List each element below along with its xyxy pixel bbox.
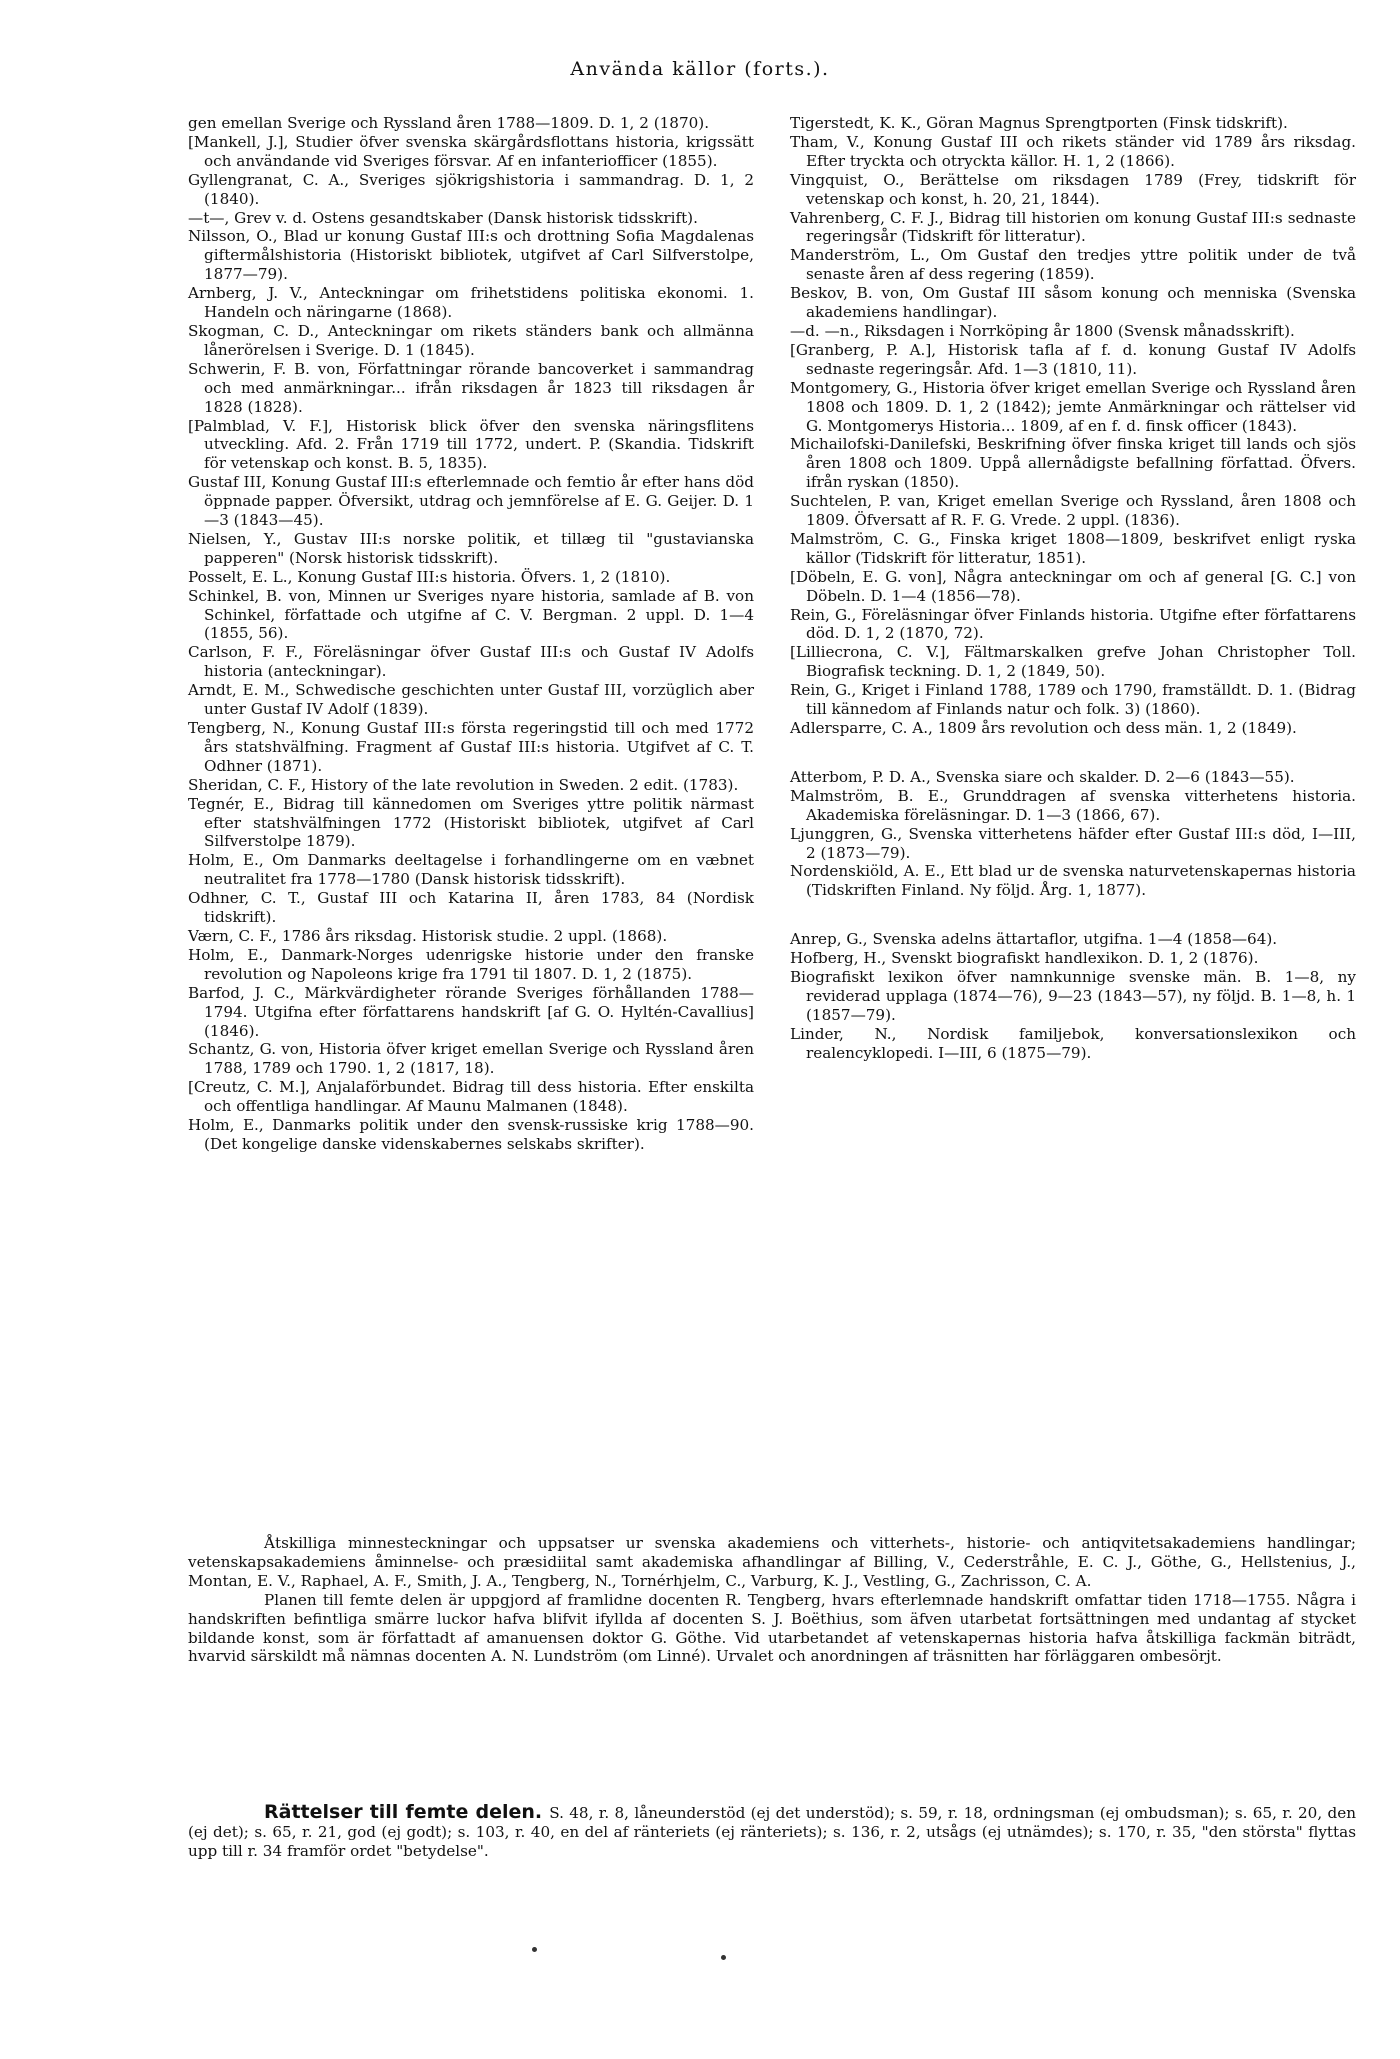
bib-entry: Tegnér, E., Bidrag till kännedomen om Sveriges yttre politik närmast efter statshvälfningen 1772 (Historiskt bibliotek, utgifvet af Carl Silfverstolpe 1879). xyxy=(188,794,754,851)
closing-paragraphs xyxy=(188,1534,1356,1666)
errata-heading: Rättelser till femte delen. xyxy=(264,1801,550,1823)
bib-entry: [Palmblad, V. F.], Historisk blick öfver den svenska näringsflitens utveckling. Afd. 2. Från 1719 till 1772, undert. P. (Skandia. Tidskrift för vetenskap och konst. B. 5, 1835). xyxy=(188,416,754,473)
bib-entry: Nilsson, O., Blad ur konung Gustaf III:s och drottning Sofia Magdalenas giftermålshistoria (Historiskt bibliotek, utgifvet af Carl Silfverstolpe, 1877—79). xyxy=(188,227,754,284)
bib-entry: Anrep, G., Svenska adelns ättartaflor, utgifna. 1—4 (1858—64). xyxy=(790,930,1278,949)
bib-entry: Manderström, L., Om Gustaf den tredjes yttre politik under de två senaste åren af dess regering (1859). xyxy=(790,246,1356,284)
bib-entry: Tham, V., Konung Gustaf III och rikets ständer vid 1789 års riksdag. Efter tryckta och otryckta källor. H. 1, 2 (1866). xyxy=(790,132,1356,170)
bib-entry: Suchtelen, P. van, Kriget emellan Sverige och Ryssland, åren 1808 och 1809. Öfversatt af R. F. G. Vrede. 2 uppl. (1836). xyxy=(790,492,1356,530)
bibliography-columns xyxy=(188,114,1356,1154)
bib-entry: [Creutz, C. M.], Anjalaförbundet. Bidrag till dess historia. Efter enskilta och offentliga handlingar. Af Maunu Malmanen (1848). xyxy=(188,1078,754,1116)
bib-entry: Skogman, C. D., Anteckningar om rikets ständers bank och allmänna lånerörelsen i Sverige. D. 1 (1845). xyxy=(188,321,754,359)
bib-entry: Vingquist, O., Berättelse om riksdagen 1789 (Frey, tidskrift för vetenskap och konst, h. 20, 21, 1844). xyxy=(790,170,1356,208)
bib-entry: Hofberg, H., Svenskt biografiskt handlexikon. D. 1, 2 (1876). xyxy=(790,949,1259,968)
bib-entry: Tengberg, N., Konung Gustaf III:s första regeringstid till och med 1772 års statshvälfning. Fragment af Gustaf III:s historia. Utgifvet af C. T. Odhner (1871). xyxy=(188,719,754,775)
ink-dot xyxy=(532,1947,537,1952)
section-gap xyxy=(790,900,1356,930)
ink-dot xyxy=(721,1955,726,1960)
bib-entry: Atterbom, P. D. A., Svenska siare och skalder. D. 2—6 (1843—55). xyxy=(790,767,1295,786)
bib-entry: Odhner, C. T., Gustaf III och Katarina II, åren 1783, 84 (Nordisk tidskrift). xyxy=(188,889,754,927)
bib-entry: Linder, N., Nordisk familjebok, konversationslexikon och realencyklopedi. I—III, 6 (1875—79). xyxy=(790,1024,1356,1062)
bib-entry: Arndt, E. M., Schwedische geschichten unter Gustaf III, vorzüglich aber unter Gustaf IV Adolf (1839). xyxy=(188,681,754,719)
bib-entry: Beskov, B. von, Om Gustaf III såsom konung och menniska (Svenska akademiens handlingar). xyxy=(790,284,1356,322)
bib-entry: Montgomery, G., Historia öfver kriget emellan Sverige och Ryssland åren 1808 och 1809. D. 1, 2 (1842); jemte Anmärkningar och rättelser vid G. Montgomerys Historia... 1809, af en f. d. finsk officer (1843). xyxy=(790,378,1356,435)
paragraph: Åtskilliga minnesteckningar och uppsatser ur svenska akademiens och vitterhets-, historie- och antiqvitetsakademiens handlingar; vetenskapsakademiens åminnelse- och præsidiital samt akademiska afhandlingar af Billing, V., Cederstråhle, E. C. J., Göthe, G., Hellstenius, J., Montan, E. V., Raphael, A. F., Smith, J. A., Tengberg, N., Tornérhjelm, C., Varburg, K. J., Vestling, G., Zachrisson, C. A. xyxy=(188,1534,1356,1590)
bib-entry: Vahrenberg, C. F. J., Bidrag till historien om konung Gustaf III:s sednaste regeringsår (Tidskrift för litteratur). xyxy=(790,208,1356,246)
bib-entry: Rein, G., Kriget i Finland 1788, 1789 och 1790, framställdt. D. 1. (Bidrag till kännedom af Finlands natur och folk. 3) (1860). xyxy=(790,681,1356,719)
bib-entry: Ljunggren, G., Svenska vitterhetens häfder efter Gustaf III:s död, I—III, 2 (1873—79). xyxy=(790,824,1356,862)
bib-entry: Rein, G., Föreläsningar öfver Finlands historia. Utgifne efter författarens död. D. 1, 2 (1870, 72). xyxy=(790,605,1356,643)
bib-entry: [Döbeln, E. G. von], Några anteckningar om och af general [G. C.] von Döbeln. D. 1—4 (1856—78). xyxy=(790,567,1356,605)
bib-entry: Sheridan, C. F., History of the late revolution in Sweden. 2 edit. (1783). xyxy=(188,775,739,794)
bib-entry: Carlson, F. F., Föreläsningar öfver Gustaf III:s och Gustaf IV Adolfs historia (anteckningar). xyxy=(188,643,754,681)
bib-entry: —d. —n., Riksdagen i Norrköping år 1800 (Svensk månadsskrift). xyxy=(790,321,1295,340)
bib-entry: Holm, E., Danmarks politik under den svensk-russiske krig 1788—90. (Det kongelige danske videnskabernes selskabs skrifter). xyxy=(188,1116,754,1153)
bib-entry: Holm, E., Om Danmarks deeltagelse i forhandlingerne om en væbnet neutralitet fra 1778—1780 (Dansk historisk tidsskrift). xyxy=(188,851,754,889)
bib-entry: Arnberg, J. V., Anteckningar om frihetstidens politiska ekonomi. 1. Handeln och näringarne (1868). xyxy=(188,284,754,322)
errata-block xyxy=(188,1803,1356,1862)
bib-entry: Schantz, G. von, Historia öfver kriget emellan Sverige och Ryssland åren 1788, 1789 och 1790. 1, 2 (1817, 18). xyxy=(188,1040,754,1078)
bib-entry: —t—, Grev v. d. Ostens gesandtskaber (Dansk historisk tidsskrift). xyxy=(188,208,698,227)
bib-entry: Holm, E., Danmark-Norges udenrigske historie under den franske revolution og Napoleons krige fra 1791 til 1807. D. 1, 2 (1875). xyxy=(188,945,754,983)
paragraph: Planen till femte delen är uppgjord af framlidne docenten R. Tengberg, hvars efterlemnade handskrift omfattar tiden 1718—1755. Några i handskriften befintliga smärre luckor hafva blifvit ifyllda af docenten S. J. Boëthius, som äfven utarbetat fortsättningen med undantag af stycket bildande konst, som är författadt af amanuensen doktor G. Göthe. Vid utarbetandet af vetenskapernas historia hafva åtskilliga fackmän biträdt, hvarvid särskildt må nämnas docenten A. N. Lundström (om Linné). Urvalet och anordningen af träsnitten har förläggaren ombesörjt. xyxy=(188,1590,1356,1666)
bib-entry: Michailofski-Danilefski, Beskrifning öfver finska kriget till lands och sjös åren 1808 och 1809. Uppå allernådigste befallning författad. Öfvers. ifrån ryskan (1850). xyxy=(790,435,1356,492)
bib-entry: Nielsen, Y., Gustav III:s norske politik, et tillæg til "gustavianska papperen" (Norsk historisk tidsskrift). xyxy=(188,529,754,567)
bib-entry: Schinkel, B. von, Minnen ur Sveriges nyare historia, samlade af B. von Schinkel, författade och utgifne af C. V. Bergman. 2 uppl. D. 1—4 (1855, 56). xyxy=(188,586,754,643)
bib-entry: Gustaf III, Konung Gustaf III:s efterlemnade och femtio år efter hans död öppnade papper. Öfversikt, utdrag och jemnförelse af E. G. Geijer. D. 1—3 (1843—45). xyxy=(188,473,754,530)
running-head: Använda källor (forts.). xyxy=(570,58,830,80)
right-column xyxy=(790,114,1356,1154)
bib-entry: Schwerin, F. B. von, Författningar rörande bancoverket i sammandrag och med anmärkningar... ifrån riksdagen år 1823 till riksdagen år 1828 (1828). xyxy=(188,359,754,416)
errata-body: S. 48, r. 8, låneunderstöd (ej det understöd); s. 59, r. 18, ordningsman (ej ombudsman); s. 65, r. 20, den (ej det); s. 65, r. 21, god (ej godt); s. 103, r. 40, en del af ränteriets (ej ränteriets); s. 136, r. 2, utsågs (ej utnämdes); s. 170, r. 35, "den största" flyttas upp till r. 34 framför ordet "betydelse". xyxy=(188,1804,1356,1861)
bib-entry: Malmström, B. E., Grunddragen af svenska vitterhetens historia. Akademiska föreläsningar. D. 1—3 (1866, 67). xyxy=(790,786,1356,824)
bib-entry: Nordenskiöld, A. E., Ett blad ur de svenska naturvetenskapernas historia (Tidskriften Finland. Ny följd. Årg. 1, 1877). xyxy=(790,862,1356,900)
bib-entry: Adlersparre, C. A., 1809 års revolution och dess män. 1, 2 (1849). xyxy=(790,719,1297,737)
bib-entry: Værn, C. F., 1786 års riksdag. Historisk studie. 2 uppl. (1868). xyxy=(188,926,668,945)
bib-entry: Tigerstedt, K. K., Göran Magnus Sprengtporten (Finsk tidskrift). xyxy=(790,114,1288,132)
bib-entry: [Lilliecrona, C. V.], Fältmarskalken grefve Johan Christopher Toll. Biografisk teckning. D. 1, 2 (1849, 50). xyxy=(790,643,1356,681)
bib-entry: Biografiskt lexikon öfver namnkunnige svenske män. B. 1—8, ny reviderad upplaga (1874—76), 9—23 (1843—57), ny följd. B. 1—8, h. 1 (1857—79). xyxy=(790,968,1356,1024)
bib-entry: Gyllengranat, C. A., Sveriges sjökrigshistoria i sammandrag. D. 1, 2 (1840). xyxy=(188,170,754,208)
bib-entry: Posselt, E. L., Konung Gustaf III:s historia. Öfvers. 1, 2 (1810). xyxy=(188,567,671,586)
bib-entry: Barfod, J. C., Märkvärdigheter rörande Sveriges förhållanden 1788—1794. Utgifna efter författarens handskrift [af G. O. Hyltén-Cavallius] (1846). xyxy=(188,983,754,1040)
section-gap xyxy=(790,738,1356,768)
bib-entry: gen emellan Sverige och Ryssland åren 1788—1809. D. 1, 2 (1870). xyxy=(188,114,710,132)
bib-entry: [Mankell, J.], Studier öfver svenska skärgårdsflottans historia, krigssätt och användande vid Sveriges försvar. Af en infanteriofficer (1855). xyxy=(188,132,754,170)
bib-entry: Malmström, C. G., Finska kriget 1808—1809, beskrifvet enligt ryska källor (Tidskrift för litteratur, 1851). xyxy=(790,529,1356,567)
bib-entry: [Granberg, P. A.], Historisk tafla af f. d. konung Gustaf IV Adolfs sednaste regeringsår. Afd. 1—3 (1810, 11). xyxy=(790,340,1356,378)
left-column xyxy=(188,114,754,1154)
